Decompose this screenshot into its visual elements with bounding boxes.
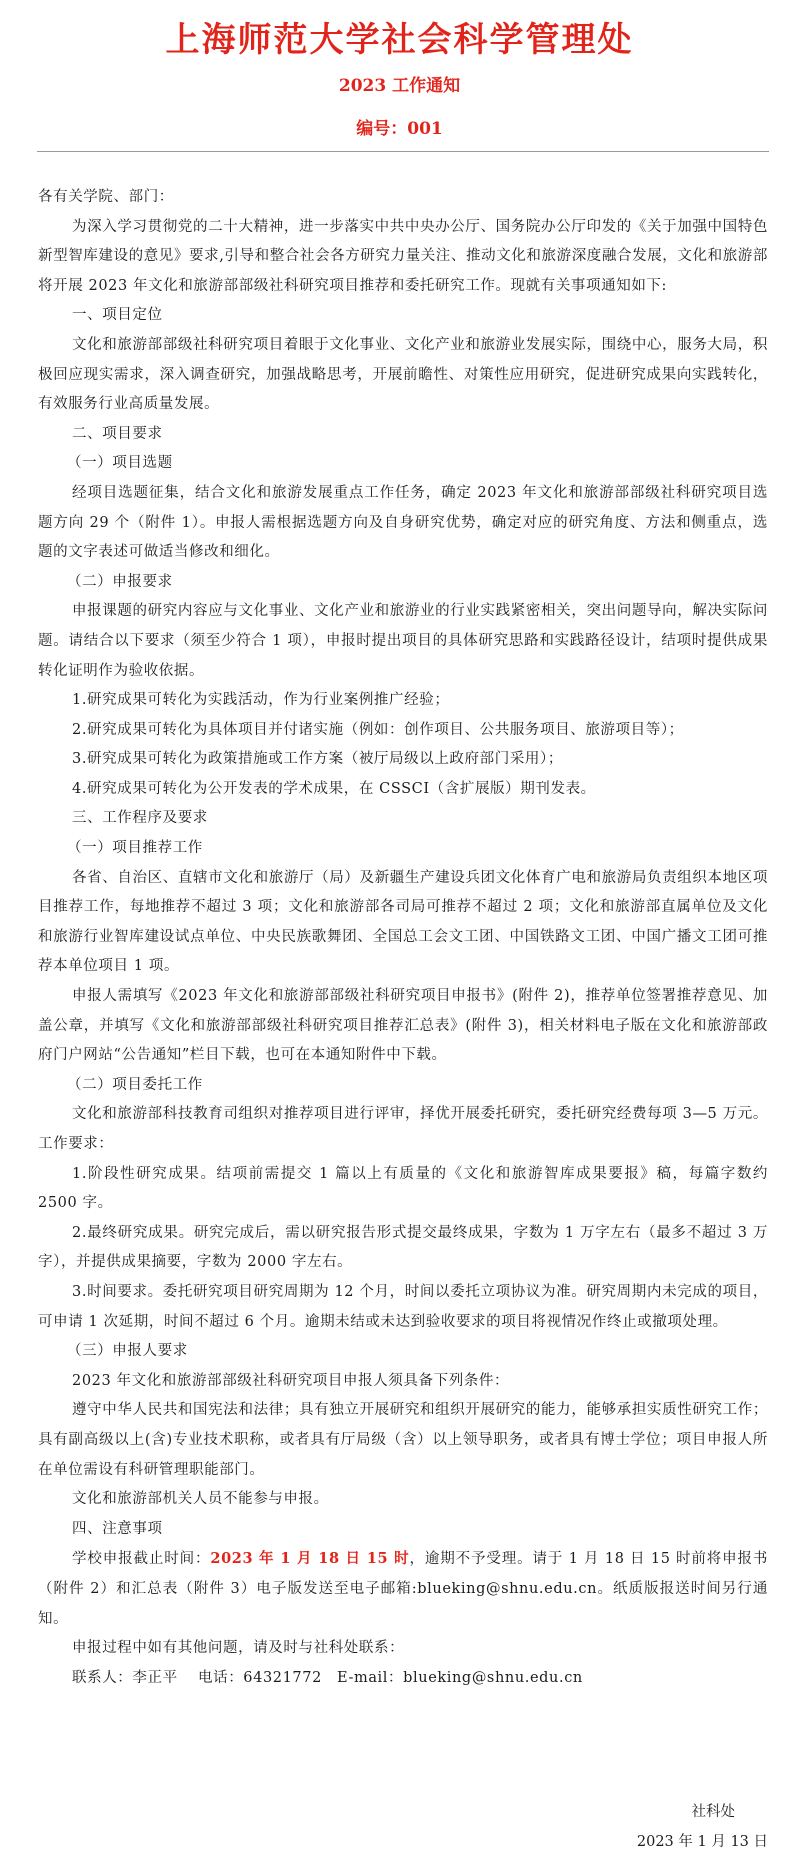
- contact-line: 联系人：李正平 电话：64321772 E-mail：blueking@shnu.edu.cn: [72, 1669, 583, 1686]
- section-3-3-text: 文化和旅游部机关人员不能参与申报。: [72, 1491, 329, 1508]
- section-2-1-heading: （一）项目选题: [67, 455, 173, 472]
- org-title: 上海师范大学社会科学管理处: [165, 20, 634, 60]
- section-3-3-heading: （三）申报人要求: [67, 1343, 188, 1360]
- section-3-2-text: 文化和旅游部科技教育司组织对推荐项目进行评审，择优开展委托研究，委托研究经费每项 3—5 万元。工作要求：: [38, 1106, 768, 1152]
- intro-paragraph: 为深入学习贯彻党的二十大精神，进一步落实中共中央办公厅、国务院办公厅印发的《关于加强中国特色新型智库建设的意见》要求,引导和整合社会各方研究力量关注、推动文化和旅游深度融合发展，文化和旅游部将开展 2023 年文化和旅游部部级社科研究项目推荐和委托研究工作。现就有关事项通知如下:: [38, 218, 769, 294]
- signature-block: [637, 1798, 768, 1857]
- requirement-item: 3.研究成果可转化为政策措施或工作方案（被厅局级以上政府部门采用）；: [72, 751, 563, 768]
- section-3-2-heading: （二）项目委托工作: [67, 1076, 203, 1093]
- section-3-3-text: 遵守中华人民共和国宪法和法律；具有独立开展研究和组织开展研究的能力，能够承担实质性研究工作；具有副高级以上(含)专业技术职称，或者具有厅局级（含）以上领导职务，或者具有博士学位；项目申报人所在单位需设有科研管理职能部门。: [38, 1402, 768, 1478]
- section-4-text: [38, 1544, 768, 1634]
- section-2-heading: 二、项目要求: [72, 425, 163, 442]
- section-3-1-text: 各省、自治区、直辖市文化和旅游厅（局）及新疆生产建设兵团文化体育广电和旅游局负责组织本地区项目推荐工作，每地推荐不超过 3 项；文化和旅游部各司局可推荐不超过 2 项；文化和旅游部直属单位及文化和旅游行业智库建设试点单位、中央民族歌舞团、全国总工会文工团、中国铁路文工团、中国广播文工团可推荐本单位项目 1 项。: [38, 869, 768, 975]
- requirement-item: 1.研究成果可转化为实践活动，作为行业案例推广经验；: [72, 692, 450, 709]
- section-2-1-text: 经项目选题征集，结合文化和旅游发展重点工作任务，确定 2023 年文化和旅游部部级社科研究项目选题方向 29 个（附件 1）。申报人需根据选题方向及自身研究优势，确定对应的研究角度、方法和侧重点，选题的文字表述可做适当修改和细化。: [38, 484, 768, 561]
- notice-body: [38, 183, 768, 1693]
- section-3-1-text: 申报人需填写《2023 年文化和旅游部部级社科研究项目申报书》(附件 2)，推荐单位签署推荐意见、加盖公章，并填写《文化和旅游部部级社科研究项目推荐汇总表》(附件 3)，相关材料电子版在文化和旅游部政府门户网站“公告通知”栏目下载，也可在本通知附件中下载。: [38, 988, 768, 1064]
- notice-subtitle: 2023 工作通知: [338, 76, 461, 96]
- requirement-item: 2.研究成果可转化为具体项目并付诸实施（例如：创作项目、公共服务项目、旅游项目等）；: [72, 721, 684, 738]
- requirement-item: 4.研究成果可转化为公开发表的学术成果，在 CSSCI（含扩展版）期刊发表。: [72, 780, 596, 797]
- section-2-2-text: 申报课题的研究内容应与文化事业、文化产业和旅游业的行业实践紧密相关，突出问题导向，解决实际问题。请结合以下要求（须至少符合 1 项），申报时提出项目的具体研究思路和实践路径设计，结项时提供成果转化证明作为验收依据。: [38, 603, 768, 679]
- section-4-heading: 四、注意事项: [72, 1520, 163, 1537]
- section-3-1-heading: （一）项目推荐工作: [67, 840, 203, 857]
- signature-date: 2023 年 1 月 13 日: [636, 1833, 768, 1850]
- section-1-text: 文化和旅游部部级社科研究项目着眼于文化事业、文化产业和旅游业发展实际，围绕中心，服务大局，积极回应现实需求，深入调查研究，加强战略思考，开展前瞻性、对策性应用研究，促进研究成果向实践转化，有效服务行业高质量发展。: [38, 336, 768, 413]
- section-1-heading: 一、项目定位: [72, 307, 163, 324]
- deadline-details: ，逾期不予受理。请于 1 月 18 日 15 时前将申报书（附件 2）和汇总表（附件 3）电子版发送至电子邮箱:blueking@shnu.edu.cn。纸质版报送时间另行通知。: [38, 1551, 769, 1627]
- deadline-label: 学校申报截止时间：: [72, 1551, 211, 1568]
- section-3-heading: 三、工作程序及要求: [72, 810, 208, 827]
- salutation: 各有关学院、部门：: [38, 189, 174, 205]
- work-requirement-item: 1.阶段性研究成果。结项前需提交 1 篇以上有质量的《文化和旅游智库成果要报》稿，每篇字数约 2500 字。: [38, 1165, 768, 1212]
- work-requirement-item: 3.时间要求。委托研究项目研究周期为 12 个月，时间以委托立项协议为准。研究周期内未完成的项目，可申请 1 次延期，时间不超过 6 个月。逾期未结或未达到验收要求的项目将视情况作终止或撤项处理。: [38, 1283, 768, 1330]
- header-divider: [37, 151, 769, 152]
- section-3-3-text: 2023 年文化和旅游部部级社科研究项目申报人须具备下列条件：: [72, 1372, 510, 1389]
- signature-org: 社科处: [691, 1804, 735, 1820]
- section-2-2-heading: （二）申报要求: [67, 573, 173, 590]
- contact-intro: 申报过程中如有其他问题，请及时与社科处联系：: [72, 1640, 405, 1657]
- deadline-highlight: 2023 年 1 月 18 日 15 时: [210, 1550, 410, 1568]
- work-requirement-item: 2.最终研究成果。研究完成后，需以研究报告形式提交最终成果，字数为 1 万字左右（最多不超过 3 万字），并提供成果摘要，字数为 2000 字左右。: [38, 1224, 768, 1271]
- document-number: 编号：001: [356, 119, 443, 139]
